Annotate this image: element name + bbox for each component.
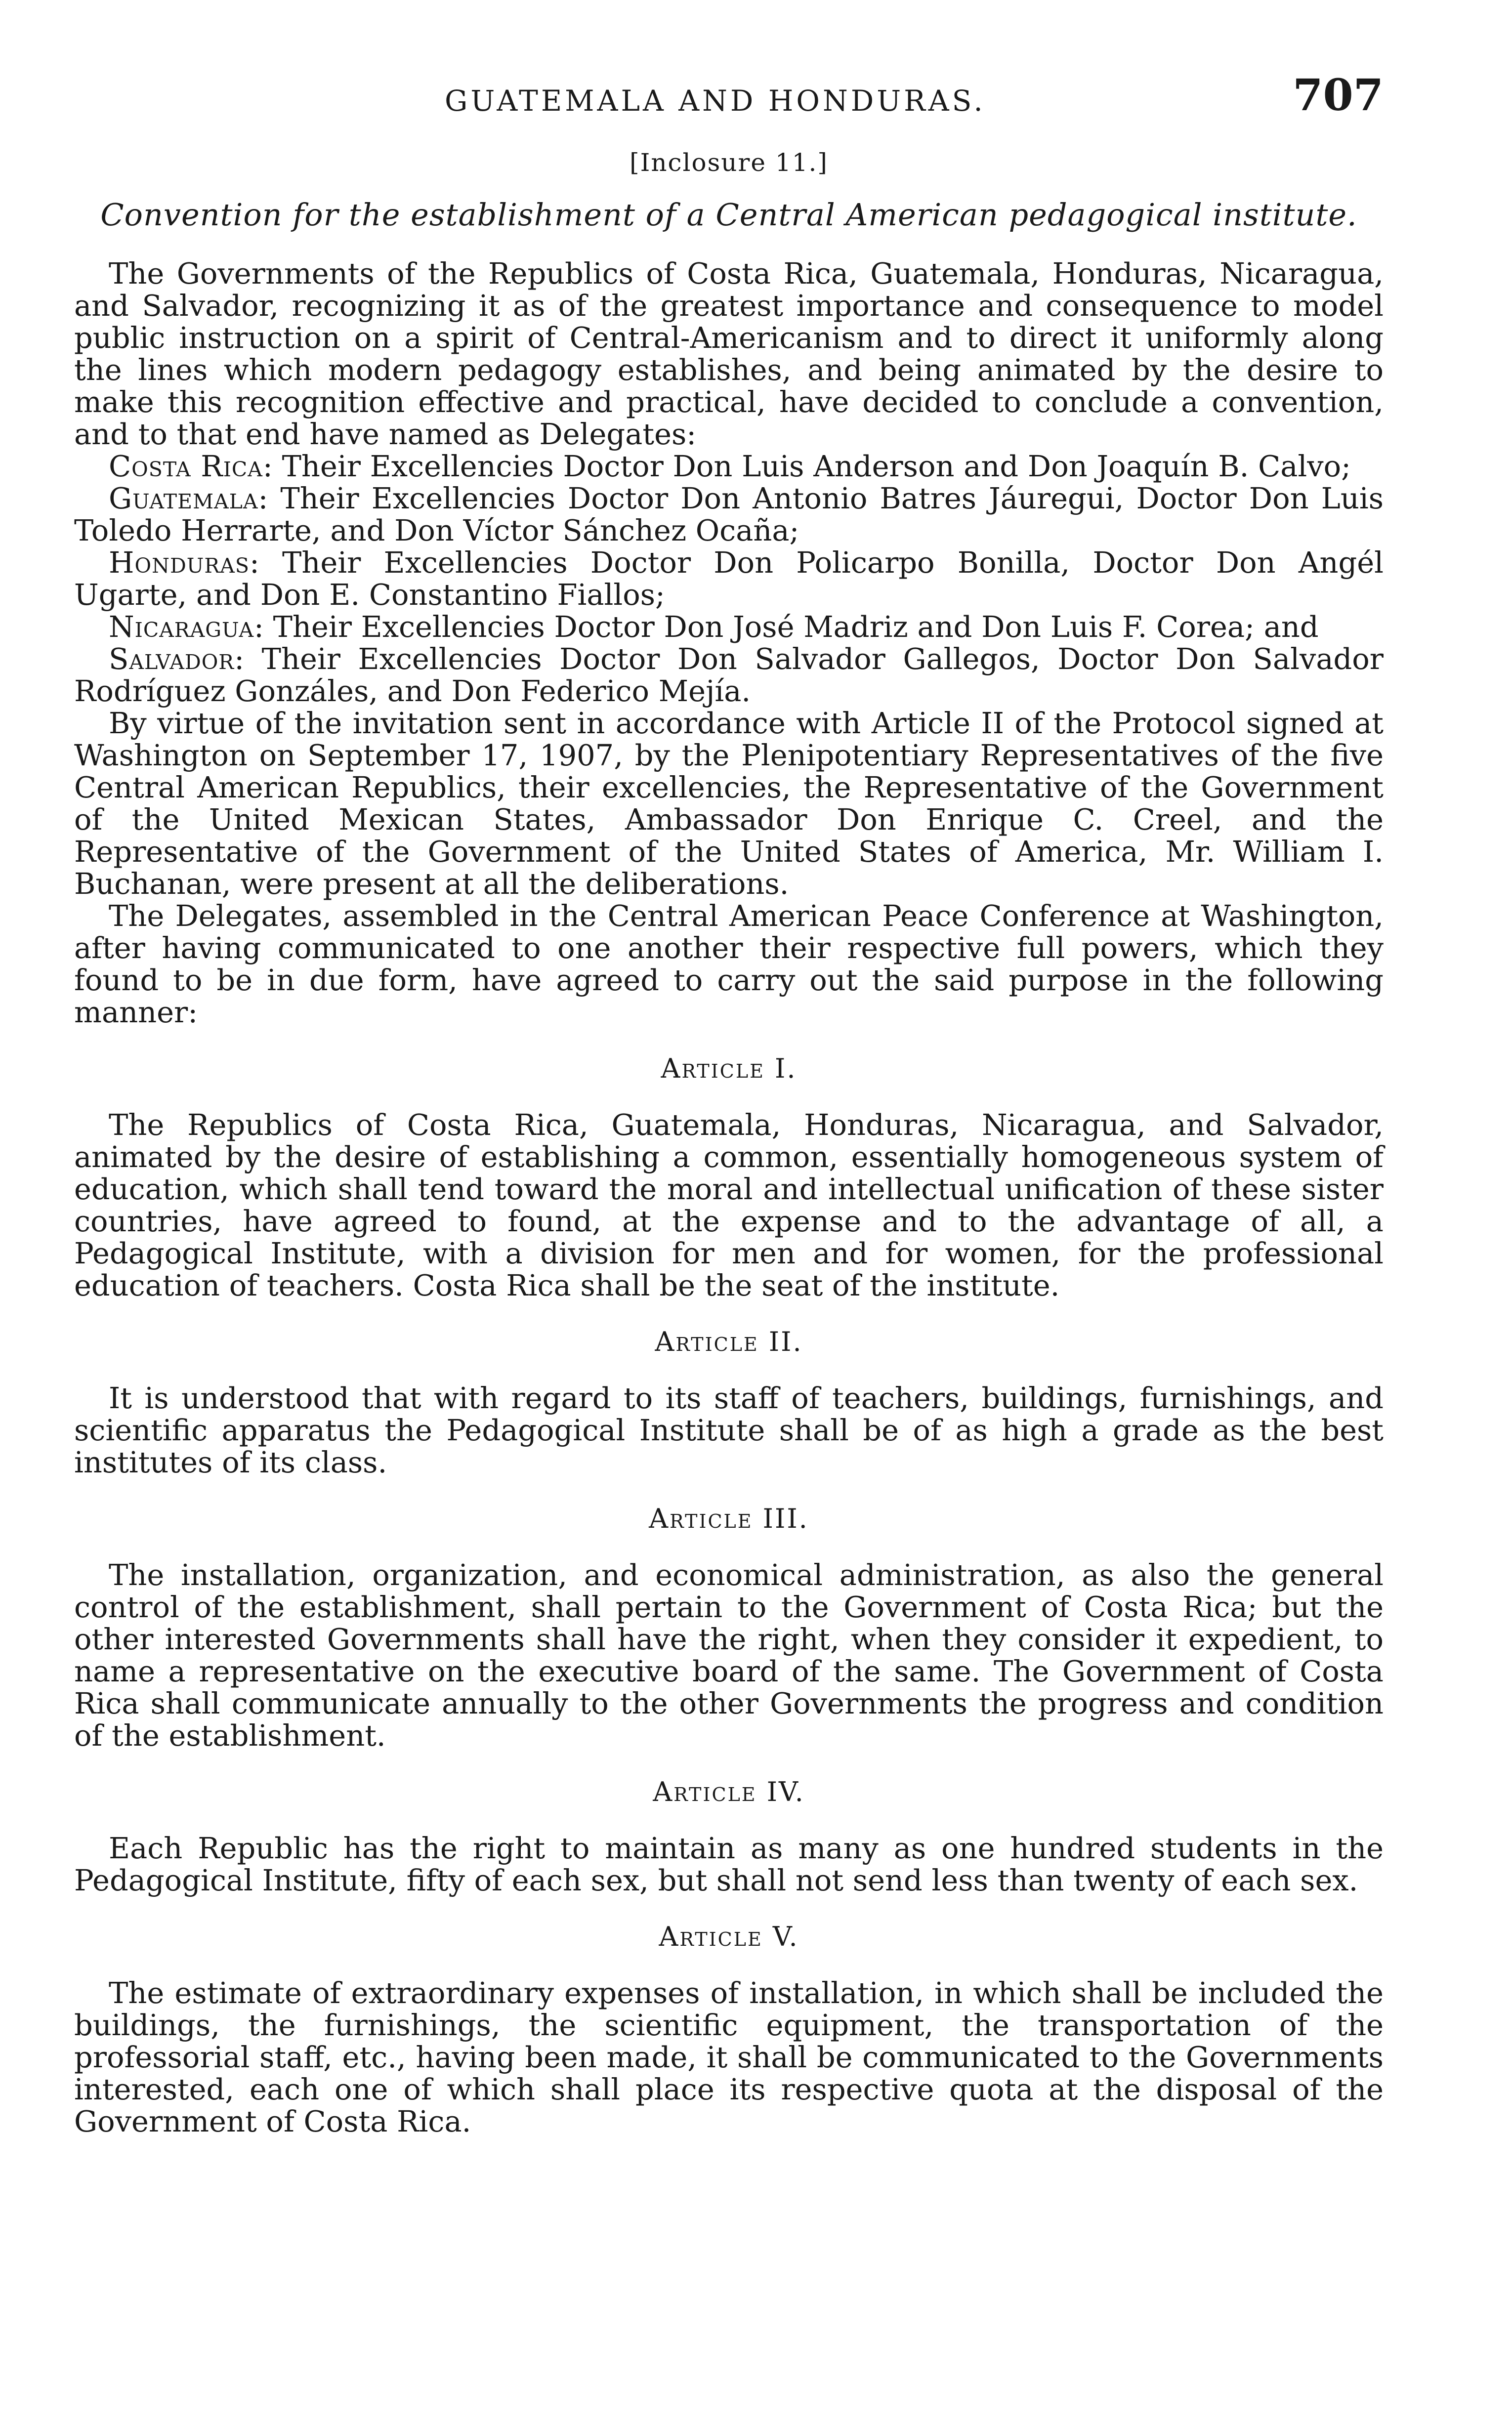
article-1-heading: Article I. <box>661 1053 797 1084</box>
delegation-honduras: Honduras: Their Excellencies Doctor Don Policarpo Bonilla, Doctor Don Angél Ugarte, and Don E. Constantino Fiallos; <box>74 545 1384 612</box>
article-5-heading: Article V. <box>659 1921 799 1952</box>
article-2-text: It is understood that with regard to its staff of teachers, buildings, furnishings, and scientific apparatus the Pedagogical Institute shall be of as high a grade as the best institutes of its class. <box>74 1381 1384 1479</box>
delegation-country: Salvador <box>109 642 235 676</box>
article-3-text: The installation, organization, and economical administration, as also the general control of the establishment, shall pertain to the Government of Costa Rica; but the other interested Governments shall have the right, when they consider it expedient, to name a representative on the executive board of the same. The Government of Costa Rica shall communicate annually to the other Governments the progress and condition of the establishment. <box>74 1558 1384 1753</box>
running-head <box>74 64 1384 128</box>
article-5-text: The estimate of extraordinary expenses of installation, in which shall be included the buildings, the furnishings, the scientific equipment, the transportation of the professorial staff, etc., having been made, it shall be communicated to the Governments interested, each one of which shall place its respective quota at the disposal of the Government of Costa Rica. <box>74 1976 1384 2138</box>
delegation-country: Nicaragua <box>109 610 254 644</box>
delegation-guatemala: Guatemala: Their Excellencies Doctor Don Antonio Batres Jáuregui, Doctor Don Luis Toledo Herrarte, and Don Víctor Sánchez Ocaña; <box>74 481 1384 547</box>
preamble-opening: The Governments of the Republics of Costa Rica, Guatemala, Honduras, Nicaragua, and Salvador, recognizing it as of the greatest importance and consequence to model public instruction on a spirit of Central-Americanism and to direct it uniformly along the lines which modern pedagogy establishes, and being animated by the desire to make this recognition effective and practical, have decided to conclude a convention, and to that end have named as Delegates: <box>74 256 1384 451</box>
preamble-invitation: By virtue of the invitation sent in accordance with Article II of the Protocol signed at Washington on September 17, 1907, by the Plenipotentiary Representatives of the five Central American Republics, their excellencies, the Representative of the Government of the United Mexican States, Ambassador Don Enrique C. Creel, and the Representative of the Government of the United States of America, Mr. William I. Buchanan, were present at all the deliberations. <box>74 706 1384 901</box>
delegation-nicaragua: Nicaragua: Their Excellencies Doctor Don José Madriz and Don Luis F. Corea; and <box>109 610 1319 644</box>
delegation-country: Guatemala <box>109 481 258 515</box>
delegation-country: Honduras <box>109 545 250 580</box>
delegation-names: Their Excellencies Doctor Don Salvador Gallegos, Doctor Don Salvador Rodríguez Gonzáles, and Don Federico Mejía. <box>74 642 1384 708</box>
article-3-heading: Article III. <box>649 1503 809 1534</box>
delegation-names: Their Excellencies Doctor Don Antonio Batres Jáuregui, Doctor Don Luis Toledo Herrarte, and Don Víctor Sánchez Ocaña; <box>74 481 1384 547</box>
article-4-heading: Article IV. <box>653 1776 805 1807</box>
inclosure-label: [Inclosure 11.] <box>630 148 828 177</box>
article-4-text: Each Republic has the right to maintain as many as one hundred students in the Pedagogical Institute, fifty of each sex, but shall not send less than twenty of each sex. <box>74 1831 1384 1897</box>
article-2-heading: Article II. <box>655 1326 803 1357</box>
article-1-text: The Republics of Costa Rica, Guatemala, Honduras, Nicaragua, and Salvador, animated by the desire of establishing a common, essentially homogeneous system of education, which shall tend toward the moral and intellectual unification of these sister countries, have agreed to found, at the expense and to the advantage of all, a Pedagogical Institute, with a division for men and for women, for the professional education of teachers. Costa Rica shall be the seat of the institute. <box>74 1108 1384 1302</box>
preamble-assembled: The Delegates, assembled in the Central American Peace Conference at Washington, after having communicated to one another their respective full powers, which they found to be in due form, have agreed to carry out the said purpose in the following manner: <box>74 899 1384 1029</box>
delegation-country: Costa Rica <box>109 449 263 483</box>
delegation-names: Their Excellencies Doctor Don Policarpo Bonilla, Doctor Don Angél Ugarte, and Don E. Constantino Fiallos; <box>74 545 1384 612</box>
running-title: GUATEMALA AND HONDURAS. <box>445 84 986 118</box>
document-page <box>74 64 1384 2386</box>
delegation-salvador: Salvador: Their Excellencies Doctor Don Salvador Gallegos, Doctor Don Salvador Rodríguez Gonzáles, and Don Federico Mejía. <box>74 642 1384 708</box>
delegation-costa-rica: Costa Rica: Their Excellencies Doctor Don Luis Anderson and Don Joaquín B. Calvo; <box>109 449 1351 483</box>
delegation-names: Their Excellencies Doctor Don Luis Anderson and Don Joaquín B. Calvo; <box>282 449 1351 483</box>
delegation-names: Their Excellencies Doctor Don José Madriz and Don Luis F. Corea; and <box>273 610 1319 644</box>
page-number: 707 <box>1293 69 1384 121</box>
document-title: Convention for the establishment of a Central American pedagogical institute. <box>100 197 1357 233</box>
